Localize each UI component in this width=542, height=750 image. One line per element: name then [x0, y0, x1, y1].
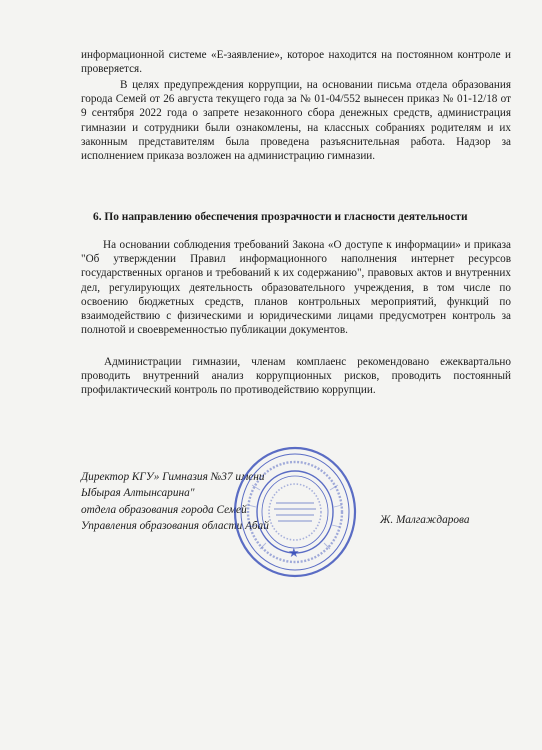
section-heading-transparency: 6. По направлению обеспечения прозрачности и гласности деятельности — [93, 211, 468, 223]
signature-line-position: Директор КГУ» Гимназия №37 имени — [81, 471, 265, 483]
paragraph-compliance-recommendation: Администрации гимназии, членам комплаенс рекомендовано ежеквартально проводить внутренний анализ коррупционных рисков, проводить постоянный профилактический контроль по противодействию коррупции. — [81, 356, 511, 397]
signature-line-school: Ыбырая Алтынсарина" — [81, 487, 195, 500]
official-seal-stamp — [232, 445, 358, 579]
signature-line-department: отдела образования города Семей — [81, 503, 247, 516]
paragraph-corruption-prevention: В целях предупреждения коррупции, на основании письма отдела образования города Семей от 26 августа текущего года за № 01-04/552 вынесен приказ № 01-12/18 от 9 сентября 2022 года о запрете незаконного сбора денежных средств, администрация гимназии и сотрудники были ознакомлены, на классных собраниях родителям и их законным представителям была проведена разъяснительная работа. Надзор за исполнением приказа возложен на администрацию гимназии. — [81, 79, 511, 163]
signatory-name: Ж. Малгаждарова — [380, 514, 470, 526]
seal-star-icon: ★ — [288, 546, 300, 561]
signature-line-administration: Управления образования области Абай — [81, 520, 269, 533]
paragraph-information-access: На основании соблюдения требований Закона «О доступе к информации» и приказа "Об утверждении Правил информационного наполнения интернет ресурсов государственных органов и требований к их содержанию", правовых актов и внутренних дел, регулирующих деятельность образовательного учреждения, в том числе по освоению бюджетных средств, планов контрольных мероприятий, функций по взаимодействию с физическими и юридическими лицами предусмотрен контроль за полнотой и своевременностью публикации документов. — [81, 239, 511, 337]
paragraph-e-application: информационной системе «Е-заявление», которое находится на постоянном контроле и проверяется. — [81, 49, 511, 76]
